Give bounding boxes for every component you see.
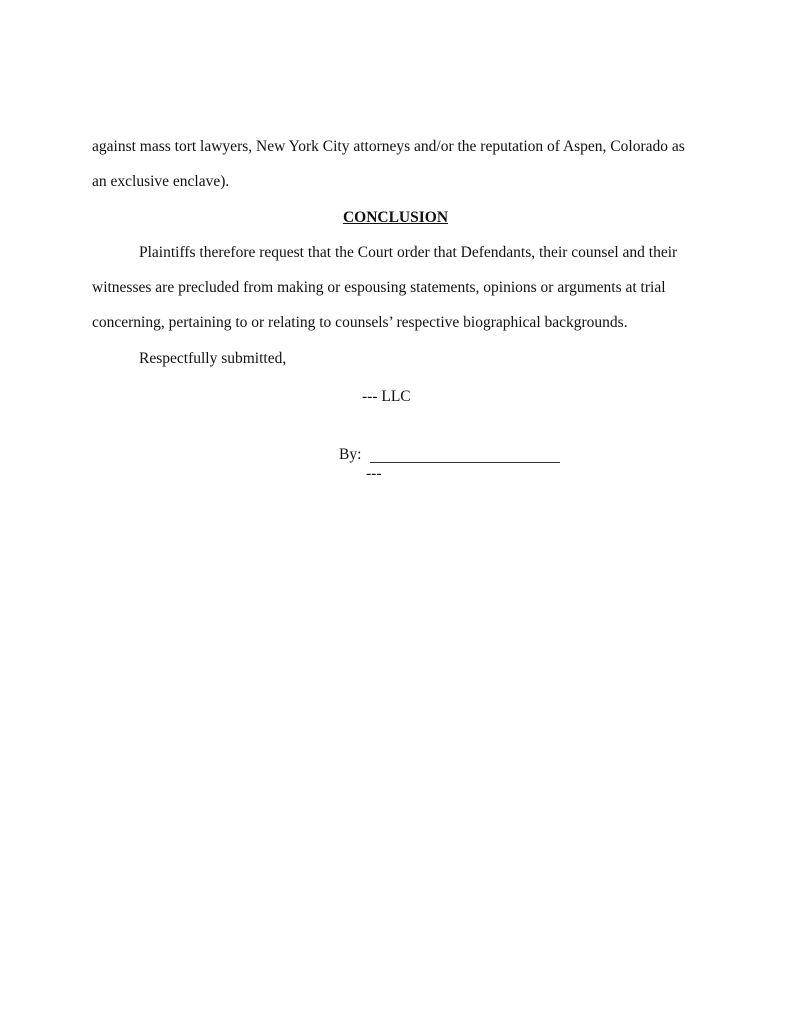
paragraph-line: Plaintiffs therefore request that the Court order that Defendants, their counsel and their — [139, 244, 678, 261]
by-label: By: — [339, 446, 362, 463]
paragraph-line: witnesses are precluded from making or espousing statements, opinions or arguments at trial — [92, 279, 666, 296]
paragraph-line: against mass tort lawyers, New York City attorneys and/or the reputation of Aspen, Colorado as — [92, 138, 685, 155]
section-heading: CONCLUSION — [342, 209, 449, 226]
firm-name: --- LLC — [362, 388, 411, 405]
closing-text: Respectfully submitted, — [139, 350, 287, 367]
paragraph-line: an exclusive enclave). — [92, 173, 230, 190]
signer-name: --- — [366, 465, 382, 482]
signature-line — [370, 446, 560, 463]
paragraph-line: concerning, pertaining to or relating to counsels’ respective biographical backgrounds. — [92, 314, 628, 331]
